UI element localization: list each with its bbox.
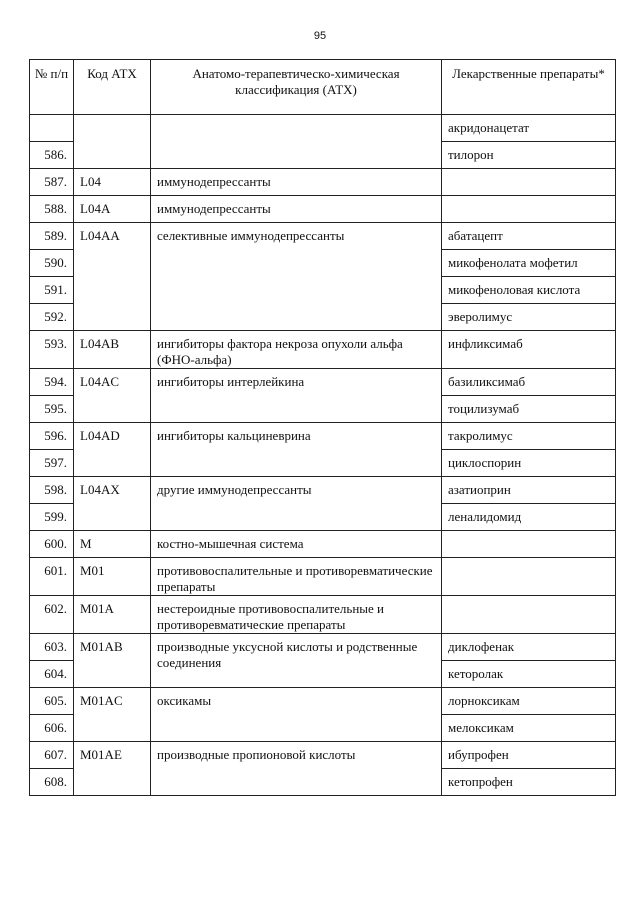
row-class: производные пропионовой кислоты xyxy=(151,742,442,796)
row-num: 593. xyxy=(30,331,74,369)
row-drug: диклофенак xyxy=(442,634,616,661)
row-drug xyxy=(442,196,616,223)
table-row xyxy=(30,369,616,396)
table-header-row xyxy=(30,60,616,115)
row-drug: абатацепт xyxy=(442,223,616,250)
row-code: L04AB xyxy=(74,331,151,369)
row-num: 586. xyxy=(30,142,74,169)
row-code: M01A xyxy=(74,596,151,634)
row-code: M01AE xyxy=(74,742,151,796)
row-class: противовоспалительные и противоревматические препараты xyxy=(151,558,442,596)
row-num: 595. xyxy=(30,396,74,423)
row-num: 587. xyxy=(30,169,74,196)
row-class: оксикамы xyxy=(151,688,442,742)
row-num: 607. xyxy=(30,742,74,769)
row-drug: тоцилизумаб xyxy=(442,396,616,423)
table-row xyxy=(30,688,616,715)
row-class: ингибиторы фактора некроза опухоли альфа (ФНО-альфа) xyxy=(151,331,442,369)
row-drug: мелоксикам xyxy=(442,715,616,742)
row-num: 589. xyxy=(30,223,74,250)
row-drug: тилорон xyxy=(442,142,616,169)
row-drug: инфликсимаб xyxy=(442,331,616,369)
row-num: 601. xyxy=(30,558,74,596)
table-row xyxy=(30,596,616,634)
row-code: L04AD xyxy=(74,423,151,477)
row-class: иммунодепрессанты xyxy=(151,196,442,223)
row-drug: азатиоприн xyxy=(442,477,616,504)
row-num: 592. xyxy=(30,304,74,331)
row-drug xyxy=(442,558,616,596)
atc-table xyxy=(29,59,616,796)
header-code: Код АТХ xyxy=(74,60,151,115)
row-drug xyxy=(442,169,616,196)
row-num: 599. xyxy=(30,504,74,531)
row-num: 590. xyxy=(30,250,74,277)
table-row xyxy=(30,531,616,558)
row-code: M xyxy=(74,531,151,558)
row-class: селективные иммунодепрессанты xyxy=(151,223,442,331)
row-code: L04AX xyxy=(74,477,151,531)
row-code: L04AA xyxy=(74,223,151,331)
row-drug: кетопрофен xyxy=(442,769,616,796)
header-drug: Лекарственные препараты* xyxy=(442,60,616,115)
row-drug xyxy=(442,596,616,634)
header-class: Анатомо-терапевтическо-химическая классификация (АТХ) xyxy=(151,60,442,115)
row-num: 606. xyxy=(30,715,74,742)
table-row xyxy=(30,423,616,450)
table-row xyxy=(30,223,616,250)
row-num: 591. xyxy=(30,277,74,304)
row-drug: леналидомид xyxy=(442,504,616,531)
row-num: 604. xyxy=(30,661,74,688)
row-drug: кеторолак xyxy=(442,661,616,688)
row-class: нестероидные противовоспалительные и противоревматические препараты xyxy=(151,596,442,634)
row-code: M01AB xyxy=(74,634,151,688)
row-num: 605. xyxy=(30,688,74,715)
row-drug: базиликсимаб xyxy=(442,369,616,396)
table-row xyxy=(30,558,616,596)
row-num: 608. xyxy=(30,769,74,796)
row-class: костно-мышечная система xyxy=(151,531,442,558)
row-num: 603. xyxy=(30,634,74,661)
page-number: 95 xyxy=(313,30,327,42)
row-code xyxy=(74,115,151,169)
row-drug: микофенолата мофетил xyxy=(442,250,616,277)
row-code: L04AC xyxy=(74,369,151,423)
row-num: 588. xyxy=(30,196,74,223)
row-class: ингибиторы кальциневрина xyxy=(151,423,442,477)
row-code: L04A xyxy=(74,196,151,223)
table-row xyxy=(30,634,616,661)
row-class xyxy=(151,115,442,169)
row-class: ингибиторы интерлейкина xyxy=(151,369,442,423)
row-drug: акридонацетат xyxy=(442,115,616,142)
row-drug: эверолимус xyxy=(442,304,616,331)
row-class: иммунодепрессанты xyxy=(151,169,442,196)
row-drug: циклоспорин xyxy=(442,450,616,477)
row-num: 600. xyxy=(30,531,74,558)
table-row xyxy=(30,115,616,142)
row-code: L04 xyxy=(74,169,151,196)
table-row xyxy=(30,196,616,223)
row-num: 598. xyxy=(30,477,74,504)
header-num: № п/п xyxy=(30,60,74,115)
table-row xyxy=(30,477,616,504)
row-drug: ибупрофен xyxy=(442,742,616,769)
row-num: 602. xyxy=(30,596,74,634)
row-drug: лорноксикам xyxy=(442,688,616,715)
row-drug: микофеноловая кислота xyxy=(442,277,616,304)
row-class: другие иммунодепрессанты xyxy=(151,477,442,531)
row-num: 597. xyxy=(30,450,74,477)
row-num xyxy=(30,115,74,142)
row-class: производные уксусной кислоты и родственные соединения xyxy=(151,634,442,688)
table-row xyxy=(30,169,616,196)
row-num: 596. xyxy=(30,423,74,450)
row-code: M01 xyxy=(74,558,151,596)
row-num: 594. xyxy=(30,369,74,396)
table-row xyxy=(30,742,616,769)
row-drug: такролимус xyxy=(442,423,616,450)
row-drug xyxy=(442,531,616,558)
row-code: M01AC xyxy=(74,688,151,742)
table-row xyxy=(30,331,616,369)
